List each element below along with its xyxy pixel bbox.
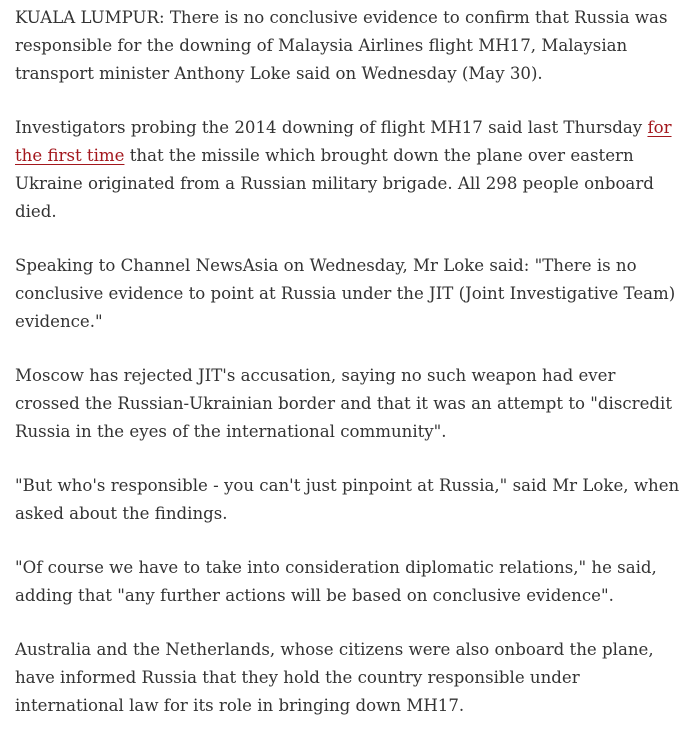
- paragraph-text: that the missile which brought down the plane over eastern Ukraine originated from a Russian military brigade. All 298 people onboard died.: [15, 146, 654, 221]
- paragraph-investigators: [15, 114, 680, 226]
- paragraph-intro: KUALA LUMPUR: There is no conclusive evidence to confirm that Russia was responsible for the downing of Malaysia Airlines flight MH17, Malaysian transport minister Anthony Loke said on Wednesday (May 30).: [15, 8, 668, 83]
- paragraph-text: Investigators probing the 2014 downing of flight MH17 said last Thursday: [15, 118, 648, 137]
- first-time-link[interactable]: for the first time: [15, 118, 672, 165]
- paragraph-australia-netherlands: Australia and the Netherlands, whose citizens were also onboard the plane, have informed Russia that they hold the country responsible under international law for its role in bringing down MH17.: [15, 640, 654, 715]
- paragraph-loke-quote: Speaking to Channel NewsAsia on Wednesday, Mr Loke said: "There is no conclusive evidence to point at Russia under the JIT (Joint Investigative Team) evidence.": [15, 256, 676, 331]
- paragraph-moscow: Moscow has rejected JIT's accusation, saying no such weapon had ever crossed the Russian-Ukrainian border and that it was an attempt to "discredit Russia in the eyes of the international community".: [15, 366, 673, 441]
- paragraph-diplomatic: "Of course we have to take into consideration diplomatic relations," he said, adding that "any further actions will be based on conclusive evidence".: [15, 558, 657, 605]
- article-body: [15, 4, 680, 746]
- paragraph-who-responsible: "But who's responsible - you can't just pinpoint at Russia," said Mr Loke, when asked about the findings.: [15, 476, 680, 523]
